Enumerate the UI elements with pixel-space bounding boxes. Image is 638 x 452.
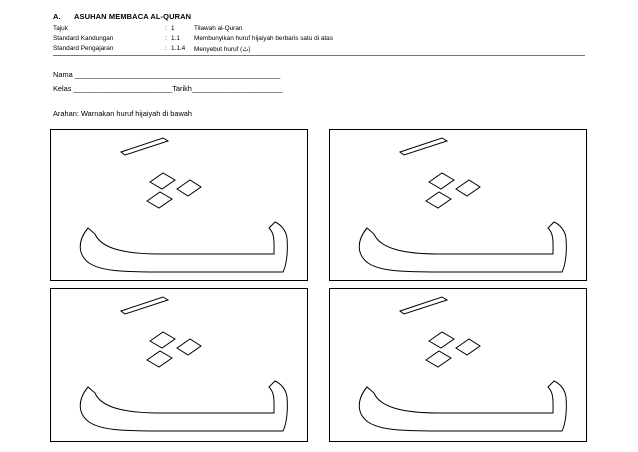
letter-card-4: [329, 288, 587, 442]
meta-key: Standard Kandungan: [53, 35, 114, 42]
meta-number: 1.1: [171, 35, 180, 42]
meta-key: Standard Pengajaran: [53, 45, 114, 52]
meta-colon: :: [165, 35, 167, 42]
letter-card-1: [50, 129, 308, 281]
meta-value: Tilawah al-Quran: [194, 25, 243, 32]
section-title: ASUHAN MEMBACA AL-QURAN: [74, 12, 192, 21]
letter-outline[interactable]: [51, 289, 309, 443]
header-divider: [53, 55, 585, 56]
meta-colon: :: [165, 45, 167, 52]
meta-value: Membunyikan huruf hijaiyah berbaris satu di atas: [194, 35, 333, 42]
letter-outline[interactable]: [330, 130, 588, 282]
class-date-field[interactable]: Kelas ________________________Tarikh______________________: [53, 84, 283, 93]
letter-card-2: [329, 129, 587, 281]
instruction-text: Arahan: Warnakan huruf hijaiyah di bawah: [53, 109, 192, 118]
meta-number: 1: [171, 25, 175, 32]
meta-value: Menyebut huruf (ثَ): [194, 46, 251, 53]
meta-key: Tajuk: [53, 25, 68, 32]
letter-outline[interactable]: [330, 289, 588, 443]
meta-number: 1.1.4: [171, 45, 186, 52]
section-number: A.: [53, 12, 61, 21]
letter-outline[interactable]: [51, 130, 309, 282]
meta-colon: :: [165, 25, 167, 32]
name-field[interactable]: Nama __________________________________________________: [53, 70, 281, 79]
section-heading: [53, 12, 191, 21]
letter-card-3: [50, 288, 308, 442]
